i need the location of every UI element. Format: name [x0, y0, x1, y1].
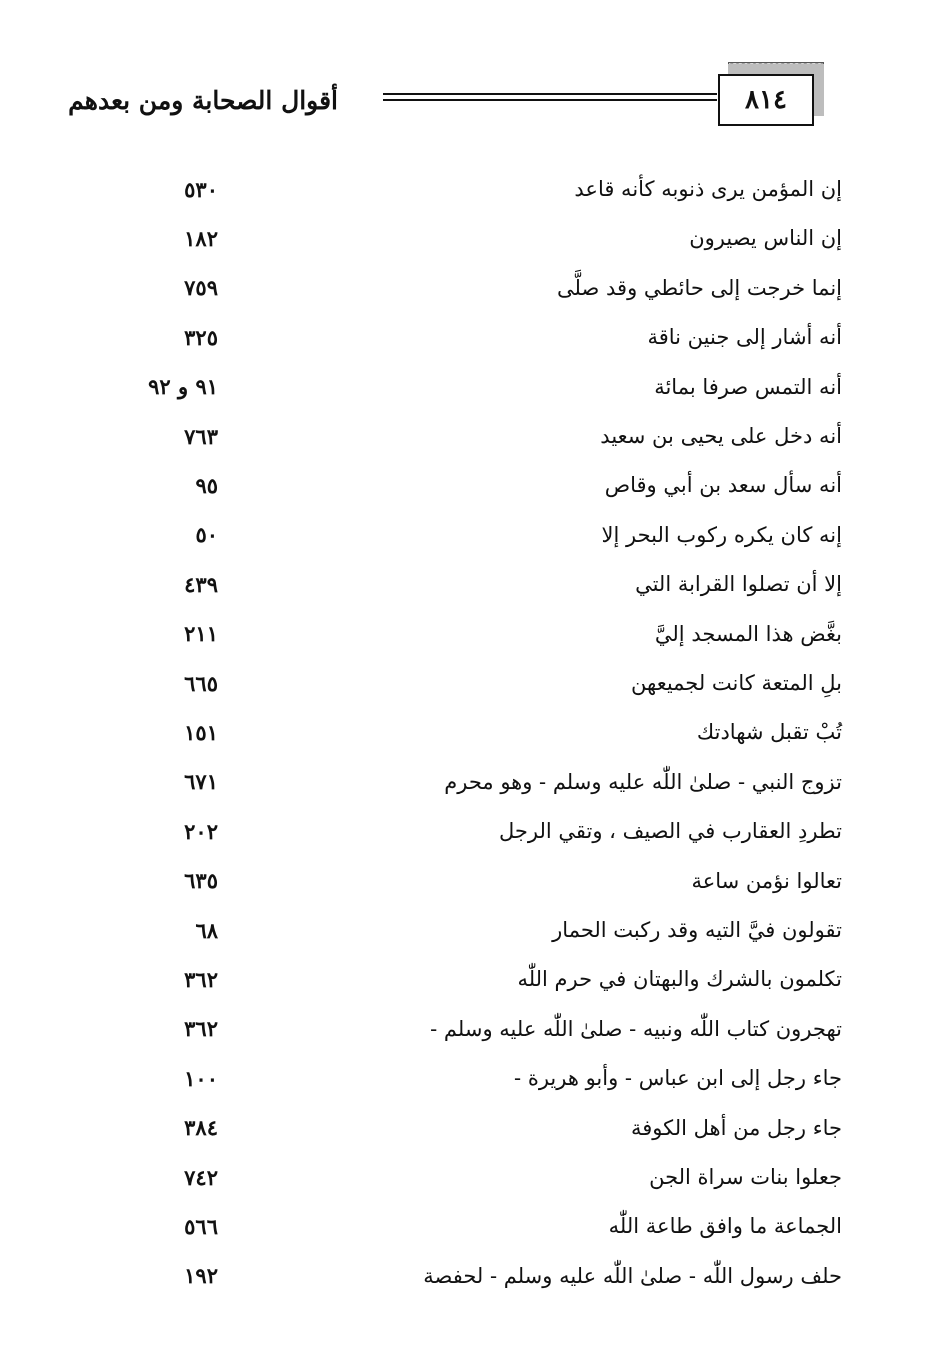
entry-text: إنه كان يكره ركوب البحر إلا — [601, 522, 842, 547]
index-entry — [90, 218, 842, 258]
index-entry — [90, 169, 842, 209]
entry-page-number: ٣٨٤ — [184, 1115, 218, 1141]
entry-page-number: ١٨٢ — [184, 225, 218, 251]
entry-text: تقولون فيَّ التيه وقد ركبت الحمار — [552, 918, 842, 942]
entry-text: أنه سأل سعد بن أبي وقاص — [604, 473, 842, 498]
running-header-title: أقوال الصحابة ومن بعدهم — [68, 86, 338, 115]
header-rule-line-top — [383, 93, 717, 95]
index-entry — [90, 663, 842, 703]
entry-page-number: ٩٥ — [195, 472, 218, 498]
index-entry — [90, 959, 842, 999]
index-entry — [90, 614, 842, 654]
index-entry — [90, 712, 842, 752]
entry-text: بغَّض هذا المسجد إليَّ — [654, 621, 842, 646]
entry-text: الجماعة ما وافق طاعة اللّٰه — [608, 1214, 842, 1239]
entry-page-number: ٥٠ — [195, 522, 218, 548]
entry-text: تُبْ تقبل شهادتك — [696, 720, 842, 745]
entry-page-number: ١٥١ — [184, 719, 218, 745]
entry-page-number: ٦٧١ — [184, 769, 218, 795]
entry-page-number: ٣٢٥ — [184, 324, 218, 350]
entry-page-number: ٢١١ — [184, 621, 218, 647]
entry-page-number: ٩١ و ٩٢ — [148, 374, 218, 400]
entry-text: تعالوا نؤمن ساعة — [691, 868, 842, 893]
index-entry — [90, 1108, 842, 1148]
entry-page-number: ٦٨ — [195, 917, 218, 943]
entry-text: إنما خرجت إلى حائطي وقد صلَّى — [557, 275, 842, 300]
entry-page-number: ٣٦٢ — [184, 966, 218, 992]
entry-text: جعلوا بنات سراة الجن — [649, 1165, 842, 1189]
index-entry — [90, 268, 842, 308]
entry-text: جاء رجل إلى ابن عباس - وأبو هريرة - — [514, 1066, 842, 1091]
index-entry — [90, 762, 842, 802]
index-entry — [90, 1206, 842, 1246]
index-entry — [90, 564, 842, 604]
entry-page-number: ٣٦٢ — [184, 1016, 218, 1042]
entry-text: تزوج النبي - صلىٰ اللّٰه عليه وسلم - وهو محرم — [444, 769, 842, 794]
entry-text: تهجرون كتاب اللّٰه ونبيه - صلىٰ اللّٰه عليه وسلم - — [430, 1016, 842, 1041]
page-number-box — [718, 74, 814, 126]
index-entry — [90, 515, 842, 555]
entry-page-number: ٧٤٢ — [184, 1164, 218, 1190]
entry-text: تطردِ العقارب في الصيف ، وتقي الرجل — [498, 819, 842, 844]
entry-page-number: ٧٥٩ — [184, 275, 218, 301]
index-entry — [90, 465, 842, 505]
entry-text: جاء رجل من أهل الكوفة — [630, 1115, 842, 1140]
entry-text: حلف رسول اللّٰه - صلىٰ اللّٰه عليه وسلم - لحفصة — [423, 1263, 842, 1288]
entry-page-number: ٦٣٥ — [184, 868, 218, 894]
entry-text: أنه أشار إلى جنين ناقة — [647, 325, 842, 350]
header-rule-line-bottom — [383, 99, 717, 101]
index-entry — [90, 910, 842, 950]
page-number: ٨١٤ — [745, 85, 787, 115]
index-entry — [90, 861, 842, 901]
index-entry — [90, 811, 842, 851]
entry-text: تكلمون بالشرك والبهتان في حرم اللّٰه — [517, 967, 842, 992]
index-entry — [90, 1058, 842, 1098]
index-entry — [90, 1256, 842, 1296]
index-entry — [90, 416, 842, 456]
index-entry — [90, 1157, 842, 1197]
entry-page-number: ٤٣٩ — [184, 571, 218, 597]
entry-text: أنه دخل على يحيى بن سعيد — [600, 424, 842, 448]
index-entry — [90, 317, 842, 357]
entry-page-number: ٥٦٦ — [184, 1213, 218, 1239]
entry-page-number: ٢٠٢ — [184, 818, 218, 844]
entry-page-number: ١٩٢ — [184, 1263, 218, 1289]
entry-page-number: ٥٣٠ — [184, 176, 218, 202]
header-rule — [383, 93, 717, 101]
index-entry — [90, 367, 842, 407]
entry-text: إن المؤمن يرى ذنوبه كأنه قاعد — [574, 177, 842, 201]
entry-text: إلا أن تصلوا القرابة التي — [635, 572, 842, 597]
entry-text: إن الناس يصيرون — [689, 226, 842, 251]
index-entry — [90, 1009, 842, 1049]
entry-page-number: ٧٦٣ — [184, 423, 218, 449]
entry-text: بلِ المتعة كانت لجميعهن — [631, 671, 842, 695]
entry-page-number: ٦٦٥ — [184, 670, 218, 696]
entry-text: أنه التمس صرفا بمائة — [654, 374, 842, 399]
entry-page-number: ١٠٠ — [184, 1065, 218, 1091]
